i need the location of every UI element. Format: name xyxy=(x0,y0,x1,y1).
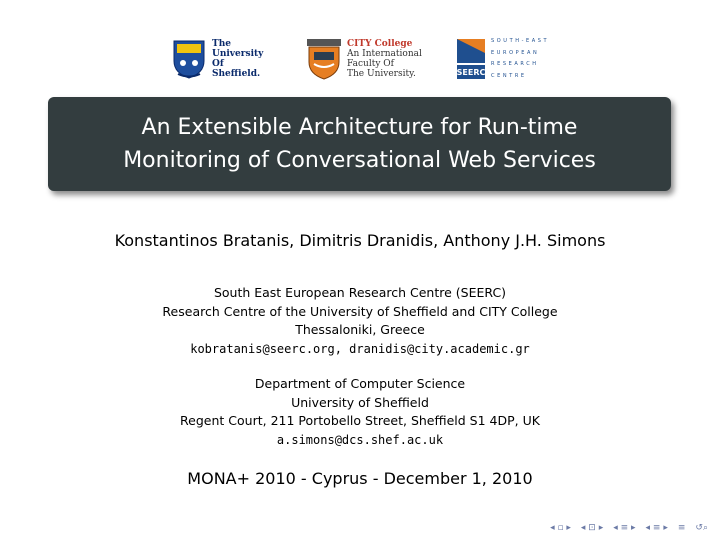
seerc-badge-text: SEERC xyxy=(457,68,485,77)
title-line-1: An Extensible Architecture for Run-time xyxy=(141,115,578,140)
affiliation-sheffield-email: a.simons@dcs.shef.ac.uk xyxy=(276,432,444,447)
affiliation-sheffield xyxy=(0,375,720,449)
affiliation-sheffield-line-3: Regent Court, 211 Portobello Street, Sheffield S1 4DP, UK xyxy=(180,413,540,428)
city-line-4: The University. xyxy=(347,69,416,79)
sheffield-logo xyxy=(172,34,263,84)
seerc-line-2: EUROPEAN xyxy=(491,49,540,56)
seerc-mark-icon xyxy=(457,37,485,81)
seerc-logo xyxy=(457,34,549,84)
seerc-line-4: CENTRE xyxy=(491,72,527,79)
city-college-logo xyxy=(306,34,422,84)
nav-search-icon[interactable]: ↺⌕ xyxy=(695,523,708,533)
sheffield-line-2: University xyxy=(212,49,264,59)
nav-section-icon[interactable]: ◂ ≡ ▸ xyxy=(613,523,636,533)
title-block xyxy=(48,97,671,191)
affiliation-seerc-emails: kobratanis@seerc.org, dranidis@city.academic.gr xyxy=(190,341,530,356)
city-line-1: CITY College xyxy=(347,39,413,49)
city-line-2: An International xyxy=(347,49,422,59)
title-line-2: Monitoring of Conversational Web Services xyxy=(123,148,596,173)
author-list: Konstantinos Bratanis, Dimitris Dranidis, Anthony J.H. Simons xyxy=(114,231,606,250)
logo-bar xyxy=(0,34,720,84)
affiliation-seerc xyxy=(0,284,720,358)
affiliation-seerc-line-1: South East European Research Centre (SEERC) xyxy=(213,285,507,300)
nav-align-icon[interactable]: ≡ xyxy=(677,523,686,533)
nav-frame-prev-icon[interactable]: ◂ ▫ ▸ xyxy=(550,523,571,533)
affiliation-sheffield-line-2: University of Sheffield xyxy=(291,394,429,410)
seerc-line-1: SOUTH-EAST xyxy=(491,38,550,44)
sheffield-line-1: The xyxy=(212,39,231,49)
navigation-bar xyxy=(550,523,708,533)
nav-subsection-icon[interactable]: ◂ ⊡ ▸ xyxy=(580,523,604,533)
affiliation-seerc-line-3: Thessaloniki, Greece xyxy=(295,322,425,337)
affiliation-seerc-line-2: Research Centre of the University of Sheffield and CITY College xyxy=(162,303,558,319)
conference-line: MONA+ 2010 - Cyprus - December 1, 2010 xyxy=(187,469,533,488)
seerc-line-3: RESEARCH xyxy=(491,61,539,67)
nav-slide-icon[interactable]: ◂ ≡ ▸ xyxy=(645,523,668,533)
sheffield-line-3: Of xyxy=(212,59,224,69)
affiliation-sheffield-line-1: Department of Computer Science xyxy=(254,376,466,391)
city-college-crest-icon xyxy=(306,38,342,80)
sheffield-crest-icon xyxy=(172,39,206,79)
city-line-3: Faculty Of xyxy=(347,59,394,69)
sheffield-line-4: Sheffield. xyxy=(212,69,261,79)
